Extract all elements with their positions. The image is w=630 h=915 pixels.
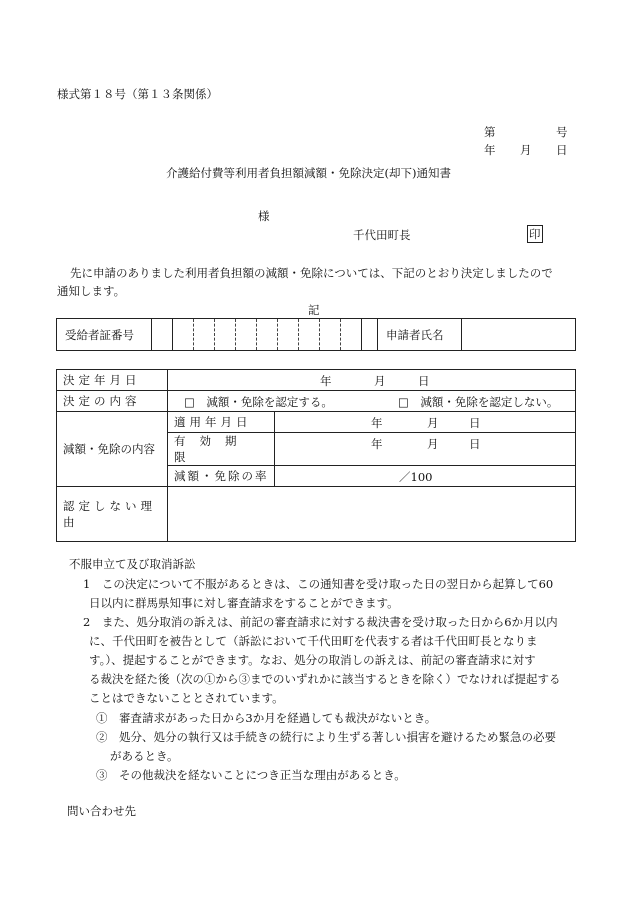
decision-date-label: 決定年月日: [57, 370, 168, 391]
decision-day: 日: [418, 374, 430, 388]
recipient-no-cell: [152, 319, 173, 351]
seal-mark: 印: [529, 227, 541, 241]
decision-content-label: 決定の内容: [57, 391, 168, 412]
apply-month: 月: [427, 416, 439, 430]
header-month: 月: [520, 143, 532, 157]
rate-label: 減額・免除の率: [168, 466, 275, 487]
recipient-no-cell: [215, 319, 236, 351]
recipient-no-cell: [257, 319, 278, 351]
intro-line-2: 通知します。: [57, 284, 126, 298]
valid-day: 日: [469, 437, 481, 451]
valid-year: 年: [371, 437, 383, 451]
appeal-sub3: ③ その他裁決を経ないことにつき正当な理由があるとき。: [96, 768, 406, 782]
form-number: 様式第１８号（第１３条関係）: [57, 87, 218, 101]
recipient-no-cell: [278, 319, 299, 351]
doc-no-go: 号: [556, 125, 568, 139]
appeal-sub1: ① 審査請求があった日から3か月を経過しても裁決がないとき。: [96, 711, 437, 725]
appeal-item2-line1: 2 また、処分取消の訴えは、前記の審査請求に対する裁決書を受け取った日から6か月以内: [83, 615, 558, 629]
reason-label: 認定しない理由: [57, 487, 168, 542]
recipient-no-label: 受給者証番号: [57, 319, 152, 351]
apply-date-value: [275, 412, 576, 433]
issuer-name: 千代田町長: [353, 228, 411, 242]
header-day: 日: [556, 143, 568, 157]
decision-date-value: [168, 370, 576, 391]
recipient-no-cell: [173, 319, 194, 351]
apply-date-label: 適用年月日: [168, 412, 275, 433]
contact-label: 問い合わせ先: [67, 804, 136, 818]
ki-label: 記: [308, 303, 320, 317]
appeal-item1-line2: 日以内に群馬県知事に対し審査請求をすることができます。: [89, 596, 399, 610]
reduction-content-label: 減額・免除の内容: [57, 412, 168, 487]
applicant-value: [462, 319, 576, 351]
header-year: 年: [484, 143, 496, 157]
apply-year: 年: [371, 416, 383, 430]
recipient-no-cell: [320, 319, 341, 351]
appeal-item2-line3: す。）、提起することができます。なお、処分の取消しの訴えは、前記の審査請求に対す: [89, 653, 536, 667]
valid-period-label: 有効期限: [168, 433, 275, 466]
valid-month: 月: [427, 437, 439, 451]
decision-content-value: [168, 391, 576, 412]
apply-day: 日: [469, 416, 481, 430]
intro-line-1: 先に申請のありました利用者負担額の減額・免除については、下記のとおり決定しましたので: [70, 266, 553, 280]
appeal-sub2-line2: があるとき。: [110, 749, 179, 763]
document-title: 介護給付費等利用者負担額減額・免除決定(却下)通知書: [166, 166, 451, 180]
recipient-no-cell: [236, 319, 257, 351]
rate-value: ／100: [399, 470, 433, 484]
recipient-no-cell: [194, 319, 215, 351]
appeal-item2-line2: に、千代田町を被告として（訴訟において千代田町を代表する者は千代田町長となりま: [89, 634, 538, 648]
option-approve[interactable]: □ 減額・免除を認定する。: [184, 395, 333, 409]
recipient-no-cell: [299, 319, 320, 351]
decision-table: [56, 369, 576, 542]
rate-value-cell: [275, 466, 576, 487]
recipient-table: [56, 318, 576, 351]
addressee-suffix: 様: [258, 209, 270, 223]
recipient-no-cell: [341, 319, 362, 351]
appeal-item2-line4: る裁決を経た後（次の①から③までのいずれかに該当するときを除く）でなければ提起する: [89, 672, 561, 686]
valid-period-value: [275, 433, 576, 466]
doc-no-dai: 第: [484, 125, 496, 139]
decision-month: 月: [374, 374, 386, 388]
appeal-item1-line1: 1 この決定について不服があるときは、この通知書を受け取った日の翌日から起算して60: [83, 577, 554, 591]
spacer-cell: [362, 319, 378, 351]
appeal-sub2-line1: ② 処分、処分の執行又は手続きの続行により生ずる著しい損害を避けるため緊急の必要: [96, 730, 556, 744]
decision-year: 年: [320, 374, 332, 388]
reason-value: [168, 487, 576, 542]
appeal-item2-line5: ことはできないこととされています。: [89, 691, 284, 705]
option-reject[interactable]: □ 減額・免除を認定しない。: [398, 395, 559, 409]
appeal-heading: 不服申立て及び取消訴訟: [69, 557, 196, 571]
applicant-label: 申請者氏名: [378, 319, 462, 351]
